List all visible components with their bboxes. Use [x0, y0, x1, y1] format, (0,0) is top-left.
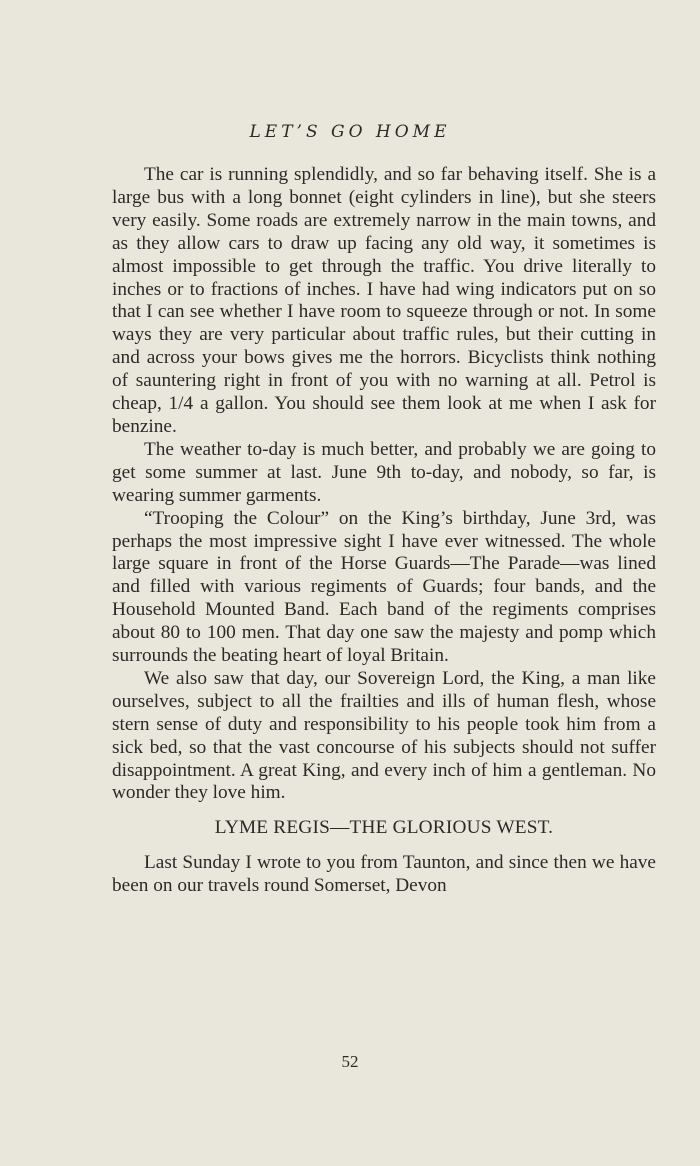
page-number: 52 [341, 1052, 359, 1071]
paragraph: We also saw that day, our Sovereign Lord, the King, a man like ourselves, subject to all the frailties and ills of human flesh, whose stern sense of duty and responsibility to his people took him from a sick bed, so that the vast concourse of his subjects should not suffer disappointment. A great King, and every inch of him a gentleman. No wonder they love him. [112, 667, 656, 804]
paragraph: Last Sunday I wrote to you from Taunton, and since then we have been on our travels round Somerset, Devon [112, 852, 656, 897]
body-text [112, 164, 656, 898]
running-head: LET’S GO HOME [249, 122, 451, 142]
paragraph: The weather to-day is much better, and probably we are going to get some summer at last. June 9th to-day, and nobody, so far, is wearing summer garments. [112, 438, 656, 506]
paragraph: The car is running splendidly, and so far behaving itself. She is a large bus with a long bonnet (eight cylinders in line), but she steers very easily. Some roads are extremely narrow in the main towns, and as they allow cars to draw up facing any old way, it sometimes is almost impossible to get through the traffic. You drive literally to inches or to fractions of inches. I have had wing indicators put on so that I can see whether I have room to squeeze through or not. In some ways they are very particular about traffic rules, but their cutting in and across your bows gives me the horrors. Bicyclists think nothing of sauntering right in front of you with no warning at all. Petrol is cheap, 1/4 a gallon. You should see them look at me when I ask for benzine. [112, 164, 656, 437]
section-heading: LYME REGIS—THE GLORIOUS WEST. [214, 817, 554, 839]
paragraph: “Trooping the Colour” on the King’s birthday, June 3rd, was perhaps the most impressive sight I have ever witnessed. The whole large square in front of the Horse Guards—The Parade—was lined and filled with various regiments of Guards; four bands, and the Household Mounted Band. Each band of the regiments comprises about 80 to 100 men. That day one saw the majesty and pomp which surrounds the beating heart of loyal Britain. [112, 507, 656, 667]
